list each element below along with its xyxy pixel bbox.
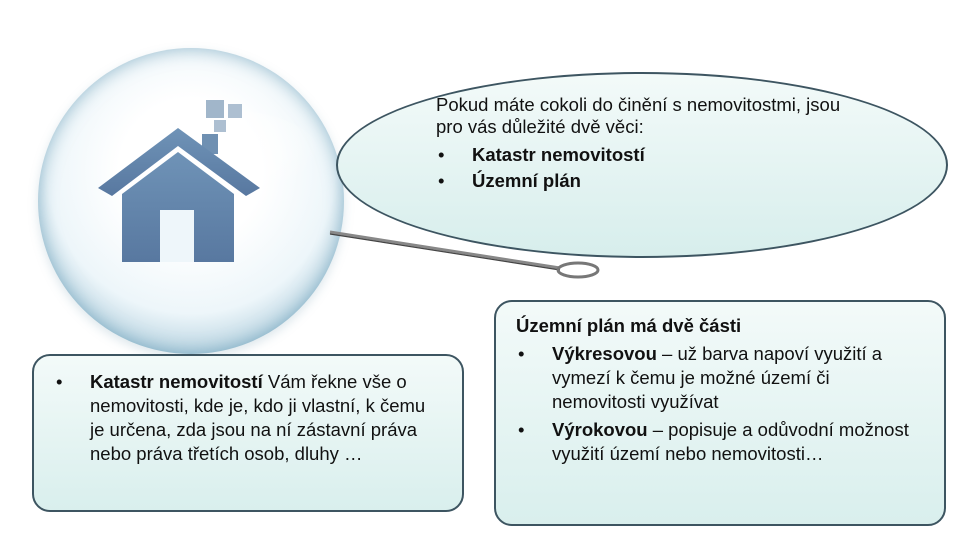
bubble-item-katastr: • Katastr nemovitostí bbox=[436, 142, 856, 168]
katastr-item bbox=[54, 370, 442, 466]
uzemni-plan-box bbox=[494, 300, 946, 526]
uzemni-plan-heading: Územní plán má dvě části bbox=[516, 315, 742, 336]
bubble-list bbox=[436, 142, 856, 194]
bubble-item-uzemni-plan: • Územní plán bbox=[436, 168, 856, 194]
vykresova-text: – už barva napoví využití a vymezí k čemu je možné území či nemovitosti využívat bbox=[552, 343, 883, 412]
vykresova-term: Výkresovou bbox=[552, 343, 657, 364]
vyrokova-term: Výrokovou bbox=[552, 419, 648, 440]
katastr-text: Vám řekne vše o nemovitosti, kde je, kdo ji vlastní, k čemu je určena, zda jsou na ní zástavní práva nebo práva třetích osob, dluhy … bbox=[90, 371, 426, 464]
katastr-term: Katastr nemovitostí bbox=[90, 371, 263, 392]
bubble-intro: Pokud máte cokoli do činění s nemovitostmi, jsou pro vás důležité dvě věci: bbox=[436, 94, 841, 137]
vykresova-item bbox=[516, 342, 924, 414]
vyrokova-item bbox=[516, 418, 924, 466]
speech-bubble-text bbox=[436, 94, 856, 194]
vyrokova-text: – popisuje a odůvodní možnost využití území nebo nemovitosti… bbox=[552, 419, 909, 464]
uzemni-plan-list bbox=[516, 342, 924, 466]
katastr-info-box bbox=[32, 354, 464, 512]
